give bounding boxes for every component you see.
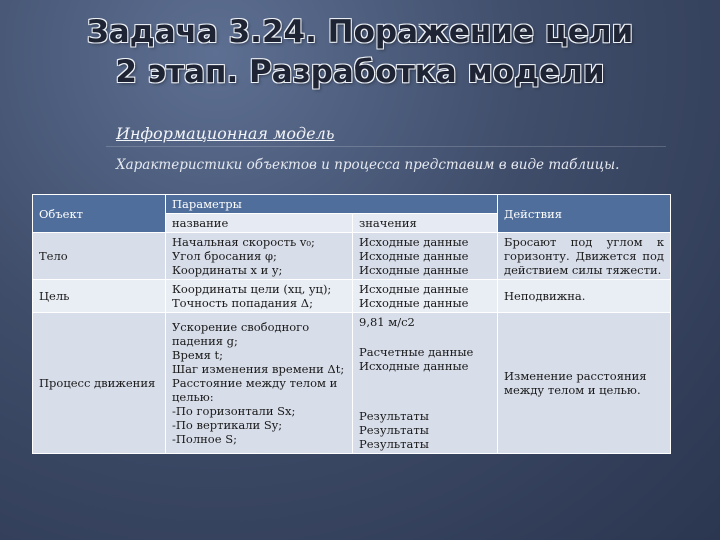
object-cell: Процесс движения	[33, 313, 166, 454]
header-name: название	[166, 214, 353, 233]
action-cell: Изменение расстояния между телом и целью.	[498, 313, 671, 454]
param-value: Исходные данные	[359, 263, 469, 277]
param-name: Координаты x и y;	[172, 263, 283, 277]
param-name: -По горизонтали Sx;	[172, 404, 296, 418]
model-table	[32, 194, 671, 454]
title-line-2: 2 этап. Разработка модели	[115, 54, 605, 90]
param-value: Результаты	[359, 423, 429, 437]
param-name: Начальная скорость v₀;	[172, 235, 315, 249]
param-value: Исходные данные	[359, 235, 469, 249]
param-name: Шаг изменения времени Δt;	[172, 362, 345, 376]
names-cell	[166, 233, 353, 280]
param-name: -Полное S;	[172, 432, 237, 446]
param-value: Расчетные данные	[359, 345, 474, 359]
param-value: Результаты	[359, 409, 429, 423]
param-value: Исходные данные	[359, 249, 469, 263]
action-cell: Неподвижна.	[498, 280, 671, 313]
table-row	[33, 233, 671, 280]
action-cell: Бросают под углом к горизонту. Движется под действием силы тяжести.	[498, 233, 671, 280]
header-parameters: Параметры	[166, 195, 498, 214]
header-actions: Действия	[498, 195, 671, 233]
values-cell	[353, 233, 498, 280]
object-cell: Цель	[33, 280, 166, 313]
param-value: Исходные данные	[359, 296, 469, 310]
param-name: -По вертикали Sy;	[172, 418, 283, 432]
header-values: значения	[353, 214, 498, 233]
object-cell: Тело	[33, 233, 166, 280]
title-line-1: Задача 3.24. Поражение цели	[86, 14, 634, 50]
values-cell	[353, 313, 498, 454]
param-value: 9,81 м/с2	[359, 315, 415, 329]
param-value: Исходные данные	[359, 282, 469, 296]
names-cell	[166, 313, 353, 454]
param-name: Координаты цели (xц, yц);	[172, 282, 332, 296]
param-name: Точность попадания Δ;	[172, 296, 313, 310]
slide-title	[0, 12, 720, 92]
intro-text: Характеристики объектов и процесса представим в виде таблицы.	[116, 157, 620, 173]
table-row	[33, 280, 671, 313]
param-name: Угол бросания φ;	[172, 249, 277, 263]
param-value: Результаты	[359, 437, 429, 451]
values-cell	[353, 280, 498, 313]
section-subtitle: Информационная модель	[116, 124, 335, 143]
divider	[106, 146, 666, 147]
param-name: Расстояние между телом и целью:	[172, 376, 338, 404]
names-cell	[166, 280, 353, 313]
param-name: Ускорение свободного падения g;	[172, 320, 310, 348]
table-row	[33, 313, 671, 454]
param-name: Время t;	[172, 348, 223, 362]
header-object: Объект	[33, 195, 166, 233]
param-value: Исходные данные	[359, 359, 469, 373]
